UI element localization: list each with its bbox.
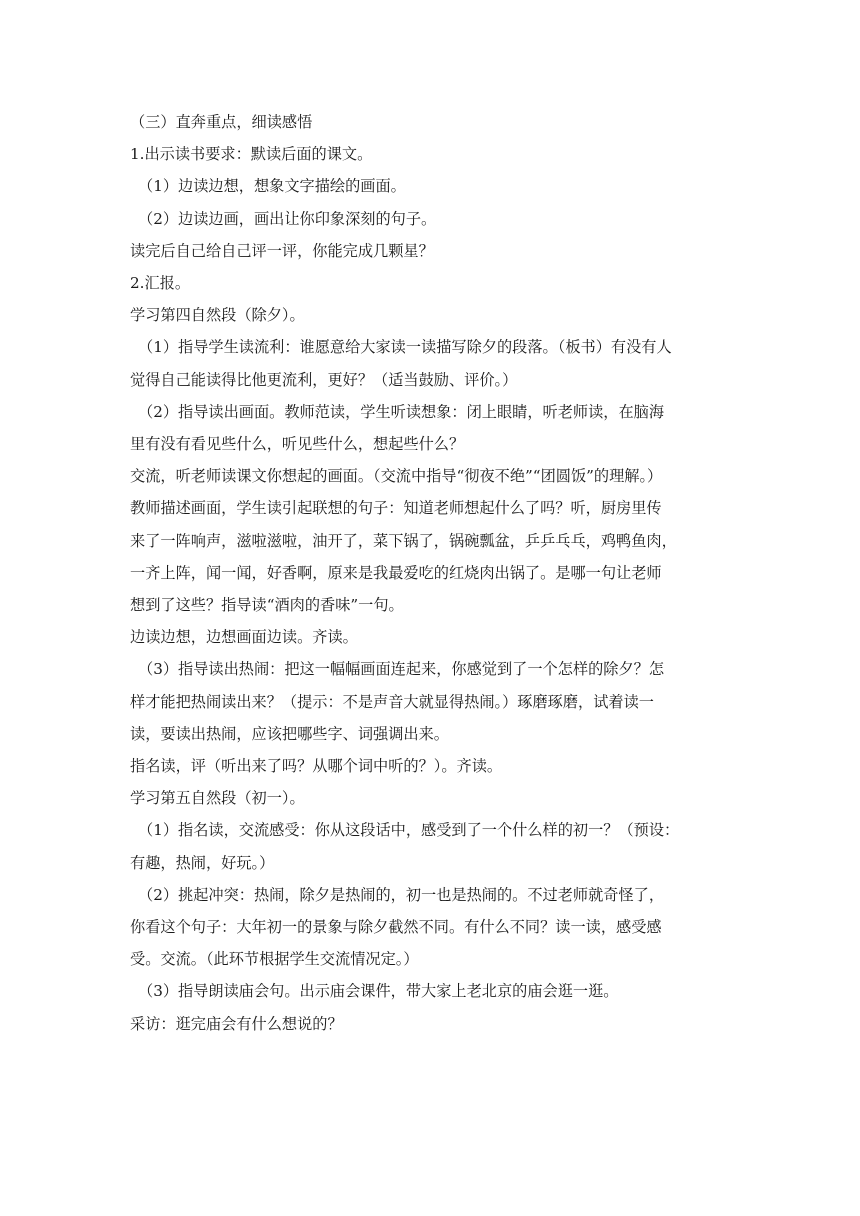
text-line: （3）指导朗读庙会句。出示庙会课件，带大家上老北京的庙会逛一逛。 bbox=[138, 982, 619, 1001]
text-line: （3）指导读出热闹：把这一幅幅画面连起来，你感觉到了一个怎样的除夕？怎 bbox=[138, 660, 665, 679]
text-line: 里有没有看见些什么，听见些什么，想起些什么？ bbox=[130, 435, 465, 454]
text-line: 学习第五自然段（初一）。 bbox=[130, 789, 305, 808]
text-line: 想到了这些？指导读“酒肉的香味”一句。 bbox=[130, 596, 404, 615]
text-line: 指名读，评（听出来了吗？从哪个词中听的？）。齐读。 bbox=[130, 757, 503, 776]
text-line: 觉得自己能读得比他更流利，更好？（适当鼓励、评价。） bbox=[130, 370, 518, 389]
text-line: 读，要读出热闹，应该把哪些字、词强调出来。 bbox=[130, 724, 449, 743]
text-line: （1）指名读，交流感受：你从这段话中，感受到了一个什么样的初一？（预设： bbox=[138, 821, 680, 840]
text-line: 受。交流。（此环节根据学生交流情况定。） bbox=[130, 950, 419, 969]
text-line: 交流，听老师读课文你想起的画面。（交流中指导“彻夜不绝”“团圆饭”的理解。） bbox=[130, 467, 663, 486]
text-line: 来了一阵响声，滋啦滋啦，油开了，菜下锅了，锅碗瓢盆，乒乒乓乓，鸡鸭鱼肉， bbox=[130, 531, 677, 550]
text-line: 1.出示读书要求：默读后面的课文。 bbox=[130, 145, 373, 164]
text-line: 学习第四自然段（除夕）。 bbox=[130, 306, 305, 325]
text-line: 采访：逛完庙会有什么想说的？ bbox=[130, 1014, 343, 1033]
text-line: 读完后自己给自己评一评，你能完成几颗星？ bbox=[130, 241, 434, 260]
text-line: 教师描述画面，学生读引起联想的句子：知道老师想起什么了吗？听，厨房里传 bbox=[130, 499, 662, 518]
text-line: （1）边读边想，想象文字描绘的画面。 bbox=[138, 177, 406, 196]
text-line: 边读边想，边想画面边读。齐读。 bbox=[130, 628, 358, 647]
text-line: 2.汇报。 bbox=[130, 274, 191, 293]
document-body bbox=[130, 106, 730, 1040]
text-line: （2）指导读出画面。教师范读，学生听读想象：闭上眼睛，听老师读，在脑海 bbox=[138, 402, 665, 421]
text-line: 你看这个句子：大年初一的景象与除夕截然不同。有什么不同？读一读，感受感 bbox=[130, 918, 662, 937]
text-line: 一齐上阵，闻一闻，好香啊，原来是我最爱吃的红烧肉出锅了。是哪一句让老师 bbox=[130, 563, 662, 582]
text-line: 有趣，热闹，好玩。） bbox=[130, 853, 275, 872]
text-line: （2）挑起冲突：热闹，除夕是热闹的，初一也是热闹的。不过老师就奇怪了， bbox=[138, 885, 665, 904]
text-line: （2）边读边画，画出让你印象深刻的句子。 bbox=[138, 209, 437, 228]
text-line: 样才能把热闹读出来？（提示：不是声音大就显得热闹。）琢磨琢磨，试着读一 bbox=[130, 692, 654, 711]
text-line: （1）指导学生读流利：谁愿意给大家读一读描写除夕的段落。（板书）有没有人 bbox=[138, 338, 672, 357]
section-heading: （三）直奔重点，细读感悟 bbox=[130, 113, 313, 131]
